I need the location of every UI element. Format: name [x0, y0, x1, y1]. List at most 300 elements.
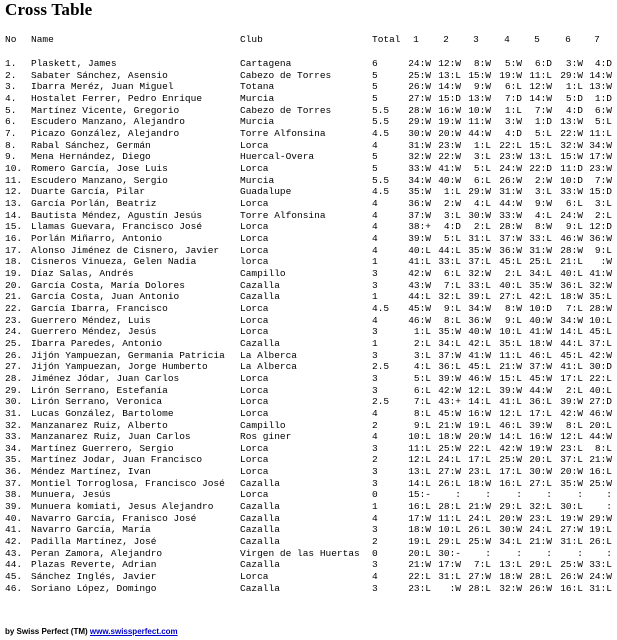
round-result: : [606, 489, 612, 501]
player-club: Lorca [240, 454, 269, 466]
player-club: Lorca [240, 244, 269, 256]
player-club: Cazalla [240, 582, 280, 594]
table-row [0, 326, 617, 337]
player-total: 4 [372, 232, 378, 244]
round-result: 12:W [529, 81, 552, 93]
table-row [0, 116, 617, 127]
player-club: Totana [240, 81, 275, 93]
round-result: 40:W [529, 314, 552, 326]
player-name: Jijón Yampuezan, Jorge Humberto [31, 361, 208, 373]
round-result: 44:W [499, 197, 522, 209]
table-row [0, 151, 617, 162]
round-result: 24:L [529, 524, 552, 536]
round-result: 31:L [589, 582, 612, 594]
round-result: : [485, 489, 491, 501]
row-number: 13. [5, 197, 23, 209]
round-result: 27:L [529, 477, 552, 489]
round-result: 24:L [468, 512, 491, 524]
round-result: 41:W [529, 326, 552, 338]
row-number: 42. [5, 536, 23, 548]
header-round: 1 [413, 34, 419, 45]
round-result: 41:W [589, 267, 612, 279]
round-result: 27:D [589, 396, 612, 408]
round-result: 33:L [529, 232, 552, 244]
player-name: Porlán Miñarro, Antonio [31, 232, 163, 244]
round-result: 16:L [408, 501, 431, 513]
row-number: 22. [5, 302, 23, 314]
round-result: 20:W [468, 431, 491, 443]
round-result: 8:W [534, 221, 552, 233]
round-result: 6:L [413, 384, 431, 396]
table-row [0, 420, 617, 431]
round-result: 25:W [438, 442, 461, 454]
round-result: 36:L [529, 396, 552, 408]
player-total: 3 [372, 372, 378, 384]
round-result: 40:L [589, 384, 612, 396]
table-row [0, 70, 617, 81]
round-result: 6:L [504, 81, 522, 93]
round-result: 8:L [413, 407, 431, 419]
round-result: 42:W [560, 407, 583, 419]
player-name: Munuera, Jesús [31, 489, 111, 501]
player-club: Lorca [240, 396, 269, 408]
round-result: 9:L [413, 419, 431, 431]
round-result: 2:L [504, 267, 522, 279]
table-row [0, 478, 617, 489]
round-result: 26:L [468, 524, 491, 536]
footer-credit: by Swiss Perfect (TM) [5, 627, 88, 636]
row-number: 39. [5, 501, 23, 513]
row-number: 2. [5, 69, 17, 81]
player-club: Murcia [240, 93, 275, 104]
round-result: 5:L [443, 232, 461, 244]
round-result: 9:L [504, 314, 522, 326]
round-result: 20:W [438, 128, 461, 139]
round-result: 3:L [473, 151, 491, 163]
round-result: 4:D [565, 104, 583, 116]
round-result: 7:L [565, 302, 583, 314]
player-total: 0 [372, 489, 378, 501]
player-club: Lorca [240, 302, 269, 314]
round-result: 8:W [504, 302, 522, 314]
header-round: 3 [473, 34, 479, 45]
round-result: 39:L [468, 291, 491, 303]
round-result: 15:W [560, 151, 583, 163]
round-result: 7:W [534, 104, 552, 116]
round-result: 21:W [438, 419, 461, 431]
round-result: 25:W [589, 477, 612, 489]
round-result: 1:L [443, 186, 461, 198]
round-result: 41:L [560, 361, 583, 373]
round-result: 30:D [589, 361, 612, 373]
player-club: Cazalla [240, 279, 280, 291]
round-result: 9:W [473, 81, 491, 93]
round-result: 28:W [499, 221, 522, 233]
table-row [0, 501, 617, 512]
player-total: 1 [372, 337, 378, 349]
round-result: 14:L [408, 477, 431, 489]
round-result: 14:W [589, 69, 612, 81]
round-result: 22:D [529, 162, 552, 174]
round-result: 28:W [560, 244, 583, 256]
round-result: 12:D [589, 221, 612, 233]
round-result: 45:W [529, 372, 552, 384]
swissperfect-link[interactable]: www.swissperfect.com [89, 627, 178, 636]
player-club: Guadalupe [240, 186, 292, 198]
player-total: 3 [372, 279, 378, 291]
round-result: 9:L [443, 302, 461, 314]
player-club: Cazalla [240, 477, 280, 489]
table-row [0, 408, 617, 419]
round-result: 21:W [589, 454, 612, 466]
round-result: 32:W [589, 279, 612, 291]
player-total: 4 [372, 209, 378, 221]
round-result: 14:L [560, 326, 583, 338]
player-total: 5 [372, 162, 378, 174]
header-no: No [5, 34, 17, 45]
table-row [0, 303, 617, 314]
row-number: 26. [5, 349, 23, 361]
round-result: 1:D [594, 93, 612, 104]
round-result: : [577, 489, 583, 501]
round-result: 19:L [468, 419, 491, 431]
table-row [0, 268, 617, 279]
player-club: Cabezo de Torres [240, 104, 332, 116]
table-row [0, 513, 617, 524]
round-result: 21:W [499, 361, 522, 373]
round-result: 45:L [560, 349, 583, 361]
player-name: García Porlán, Beatriz [31, 197, 157, 209]
round-result: 42:W [499, 442, 522, 454]
player-name: Ibarra Paredes, Antonio [31, 337, 163, 349]
player-total: 6 [372, 58, 378, 69]
player-club: Virgen de las Huertas [240, 547, 360, 559]
round-result: 27:L [499, 291, 522, 303]
round-result: 27:W [468, 571, 491, 582]
round-result: 43:W [408, 279, 431, 291]
round-result: 40:L [408, 244, 431, 256]
round-result: 27:W [438, 466, 461, 478]
round-result: :W [600, 256, 612, 268]
player-total: 3 [372, 466, 378, 478]
round-result: 10:L [589, 314, 612, 326]
round-result: 2:W [534, 174, 552, 186]
round-result: 29:L [499, 501, 522, 513]
player-total: 3 [372, 349, 378, 361]
player-name: Jiménez Jódar, Juan Carlos [31, 372, 180, 384]
round-result: 32:W [499, 582, 522, 594]
player-name: Escudero Manzano, Sergio [31, 174, 168, 186]
round-result: 34:W [468, 302, 491, 314]
round-result: :W [449, 582, 461, 594]
round-result: : [485, 547, 491, 559]
round-result: 38:+ [408, 221, 431, 233]
player-club: Lorca [240, 232, 269, 244]
round-result: 20:L [589, 419, 612, 431]
header-round: 7 [594, 34, 600, 45]
table-row [0, 466, 617, 477]
round-result: 26:W [529, 582, 552, 594]
player-name: Ibarra Meréz, Juan Miguel [31, 81, 174, 93]
player-total: 4 [372, 139, 378, 151]
round-result: 13:L [499, 559, 522, 571]
player-total: 5.5 [372, 174, 390, 186]
player-total: 3 [372, 559, 378, 571]
round-result: 29:W [408, 116, 431, 128]
round-result: 26:W [560, 571, 583, 582]
row-number: 19. [5, 267, 23, 279]
round-result: 44:W [589, 431, 612, 443]
page-title: Cross Table [5, 0, 93, 19]
row-number: 8. [5, 139, 17, 151]
round-result: 1:D [534, 116, 552, 128]
table-row [0, 350, 617, 361]
player-name: Picazo González, Alejandro [31, 128, 180, 139]
player-total: 3 [372, 477, 378, 489]
player-total: 4 [372, 197, 378, 209]
round-result: 37:L [560, 454, 583, 466]
player-club: Cabezo de Torres [240, 69, 332, 81]
round-result: 33:L [438, 256, 461, 268]
header-name: Name [31, 34, 54, 45]
round-result: 26:W [408, 81, 431, 93]
round-result: 8:L [443, 314, 461, 326]
round-result: 4:L [413, 361, 431, 373]
round-result: 24:L [438, 454, 461, 466]
player-name: Llamas Guevara, Francisco José [31, 221, 203, 233]
row-number: 45. [5, 571, 23, 582]
round-result: 35:W [560, 477, 583, 489]
player-name: Alonso Jiménez de Cisnero, Javier [31, 244, 220, 256]
player-name: Lucas González, Bartolome [31, 407, 174, 419]
round-result: 37:L [468, 256, 491, 268]
round-result: 17:W [438, 559, 461, 571]
round-result: : [546, 547, 552, 559]
round-result: 17:L [560, 372, 583, 384]
row-number: 44. [5, 559, 23, 571]
round-result: 16:W [529, 431, 552, 443]
player-name: Peran Zamora, Alejandro [31, 547, 163, 559]
round-result: 36:L [560, 279, 583, 291]
player-club: Lorca [240, 326, 269, 338]
round-result: 10:D [529, 302, 552, 314]
player-name: Hostalet Ferrer, Pedro Enrique [31, 93, 203, 104]
round-result: 40:L [560, 267, 583, 279]
player-club: Cazalla [240, 536, 280, 548]
round-result: 11:L [438, 512, 461, 524]
round-result: 3:W [565, 58, 583, 69]
player-name: Montiel Torroglosa, Francisco José [31, 477, 225, 489]
round-result: 27:W [408, 93, 431, 104]
player-club: La Alberca [240, 349, 298, 361]
player-club: Murcia [240, 174, 275, 186]
row-number: 6. [5, 116, 17, 128]
round-result: 19:W [560, 512, 583, 524]
round-result: 40:W [468, 326, 491, 338]
table-row [0, 443, 617, 454]
table-row [0, 431, 617, 442]
round-result: 31:W [408, 139, 431, 151]
table-row [0, 221, 617, 232]
player-club: Cartagena [240, 58, 292, 69]
round-result: 21:W [408, 559, 431, 571]
player-name: García Ibarra, Francisco [31, 302, 168, 314]
round-result: 10:D [560, 174, 583, 186]
round-result: 44:L [560, 337, 583, 349]
round-result: : [606, 547, 612, 559]
round-result: 2:L [413, 337, 431, 349]
header-club: Club [240, 34, 263, 45]
round-result: 20:L [529, 454, 552, 466]
player-total: 2.5 [372, 396, 390, 408]
round-result: 28:W [589, 302, 612, 314]
round-result: 3:L [443, 209, 461, 221]
round-result: 22:L [408, 571, 431, 582]
round-result: 14:W [529, 93, 552, 104]
round-result: 15:L [529, 139, 552, 151]
table-row [0, 198, 617, 209]
round-result: 4:D [594, 58, 612, 69]
round-result: 5:L [594, 116, 612, 128]
table-row [0, 583, 617, 594]
player-club: Cazalla [240, 559, 280, 571]
row-number: 7. [5, 128, 17, 139]
round-result: 36:W [408, 197, 431, 209]
player-club: Cazalla [240, 337, 280, 349]
round-result: 22:W [438, 151, 461, 163]
player-name: Martínez Guerrero, Sergio [31, 442, 174, 454]
round-result: 9:L [565, 221, 583, 233]
round-result: 30:W [408, 128, 431, 139]
player-total: 4 [372, 221, 378, 233]
table-row [0, 559, 617, 570]
round-result: 41:L [499, 396, 522, 408]
round-result: 6:L [443, 267, 461, 279]
player-total: 3 [372, 384, 378, 396]
round-result: 46:W [560, 232, 583, 244]
round-result: 2:L [473, 221, 491, 233]
round-result: 45:W [438, 407, 461, 419]
round-result: 1:L [473, 139, 491, 151]
round-result: 27:W [560, 524, 583, 536]
row-number: 43. [5, 547, 23, 559]
row-number: 40. [5, 512, 23, 524]
round-result: 30:W [499, 524, 522, 536]
round-result: 15:L [499, 372, 522, 384]
round-result: 11:L [408, 442, 431, 454]
player-club: Lorca [240, 372, 269, 384]
round-result: 36:W [499, 244, 522, 256]
round-result: 12:L [560, 431, 583, 443]
row-number: 46. [5, 582, 23, 594]
row-number: 28. [5, 372, 23, 384]
round-result: 17:L [529, 407, 552, 419]
round-result: 24:W [589, 571, 612, 582]
player-club: Campillo [240, 267, 286, 279]
player-club: Cazalla [240, 501, 280, 513]
round-result: 34:L [529, 267, 552, 279]
row-number: 30. [5, 396, 23, 408]
round-result: 13:L [438, 69, 461, 81]
player-name: Munuera komiati, Jesus Alejandro [31, 501, 214, 513]
table-header [0, 34, 617, 45]
round-result: 15:- [408, 489, 431, 501]
round-result: 37:L [589, 337, 612, 349]
round-result: 28:W [408, 104, 431, 116]
player-name: Romero García, Jose Luis [31, 162, 168, 174]
round-result: 6:D [534, 58, 552, 69]
round-result: 6:L [565, 197, 583, 209]
player-club: Cazalla [240, 291, 280, 303]
row-number: 36. [5, 466, 23, 478]
round-result: 22:L [499, 139, 522, 151]
round-result: 5:L [413, 372, 431, 384]
round-result: 26:W [499, 174, 522, 186]
round-result: 15:D [438, 93, 461, 104]
row-number: 14. [5, 209, 23, 221]
player-name: Soriano López, Domingo [31, 582, 157, 594]
round-result: 31:W [529, 244, 552, 256]
round-result: 23:L [529, 512, 552, 524]
round-result: 10:L [499, 326, 522, 338]
round-result: 36:L [438, 361, 461, 373]
row-number: 9. [5, 151, 17, 163]
round-result: 3:W [504, 116, 522, 128]
player-name: Martínez Jodar, Juan Francisco [31, 454, 203, 466]
player-name: Lirón Serrano, Veronica [31, 396, 163, 408]
round-result: 37:W [529, 361, 552, 373]
round-result: 35:W [408, 186, 431, 198]
round-result: : [577, 547, 583, 559]
player-club: Ros giner [240, 431, 292, 443]
table-row [0, 454, 617, 465]
round-result: 39:W [499, 384, 522, 396]
round-result: 39:W [560, 396, 583, 408]
player-total: 3 [372, 442, 378, 454]
round-result: 5:W [504, 58, 522, 69]
row-number: 38. [5, 489, 23, 501]
table-row [0, 163, 617, 174]
round-result: 15:D [589, 186, 612, 198]
player-total: 5 [372, 151, 378, 163]
player-name: Guerrero Méndez, Jesús [31, 326, 157, 338]
player-total: 1 [372, 291, 378, 303]
player-name: Escudero Manzano, Alejandro [31, 116, 185, 128]
round-result: 32:W [560, 139, 583, 151]
round-result: 9:L [594, 244, 612, 256]
round-result: 20:W [560, 466, 583, 478]
round-result: 10:L [408, 431, 431, 443]
round-result: : [516, 489, 522, 501]
round-result: 36:W [468, 314, 491, 326]
round-result: 23:W [589, 162, 612, 174]
round-result: 1:L [413, 326, 431, 338]
round-result: 24:W [408, 58, 431, 69]
player-total: 2 [372, 454, 378, 466]
table-row [0, 373, 617, 384]
round-result: 12:W [438, 58, 461, 69]
table-row [0, 338, 617, 349]
round-result: : [516, 547, 522, 559]
player-total: 5 [372, 93, 378, 104]
row-number: 32. [5, 419, 23, 431]
round-result: 11:W [468, 116, 491, 128]
round-result: 14:L [499, 431, 522, 443]
player-club: Lorca [240, 162, 269, 174]
row-number: 15. [5, 221, 23, 233]
round-result: 13:W [560, 116, 583, 128]
row-number: 24. [5, 326, 23, 338]
